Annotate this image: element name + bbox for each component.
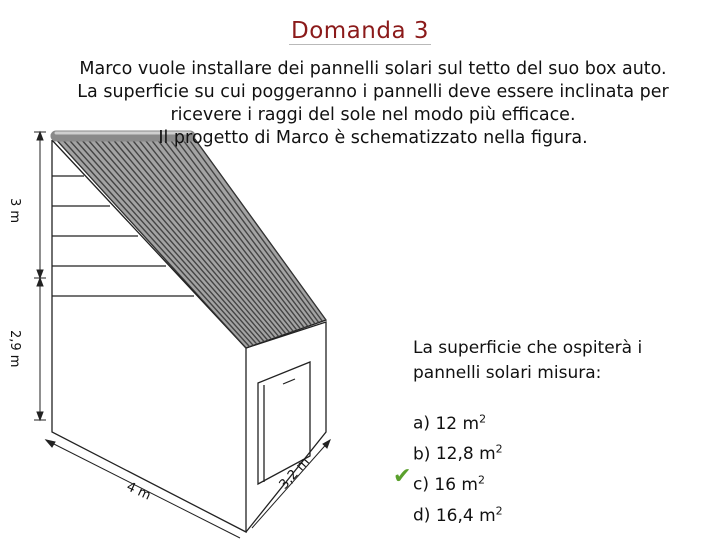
problem-line: Marco vuole installare dei pannelli solari sul tetto del suo box auto. — [79, 59, 667, 79]
option-label: a) — [413, 413, 431, 434]
dim-label-roof-height: 3 m — [7, 198, 22, 224]
question-line: La superficie che ospiterà i — [413, 338, 643, 358]
problem-line: La superficie su cui poggeranno i pannelli deve essere inclinata per — [77, 82, 669, 102]
question-line: pannelli solari misura: — [413, 363, 602, 383]
option-value: 16 $m^2$ — [434, 473, 485, 495]
option-a[interactable] — [413, 406, 503, 437]
option-d[interactable] — [413, 498, 503, 529]
option-label: b) — [413, 444, 431, 465]
question-prompt — [413, 336, 642, 386]
dim-label-wall-height: 2,9 m — [7, 330, 22, 368]
option-value: 12,8 $m^2$ — [435, 442, 503, 465]
dim-label-width: 3,2 m — [276, 454, 313, 493]
problem-text — [40, 58, 706, 150]
door-handle — [283, 379, 295, 384]
roof-solar-surface — [52, 133, 326, 348]
option-b[interactable] — [413, 437, 503, 468]
answer-options — [393, 406, 503, 529]
option-label: d) — [413, 505, 431, 526]
option-label: c) — [413, 474, 429, 495]
option-value: 16,4 $m^2$ — [435, 503, 503, 526]
dim-label-length: 4 m — [124, 479, 154, 504]
question-title: Domanda 3 — [291, 18, 429, 44]
problem-line: ricevere i raggi del sole nel modo più efficace. — [170, 105, 576, 125]
option-c[interactable] — [393, 464, 503, 498]
option-value: 12 $m^2$ — [435, 412, 487, 434]
checkmark-icon: ✔ — [393, 464, 412, 490]
problem-line: Il progetto di Marco è schematizzato nella figura. — [158, 128, 588, 148]
